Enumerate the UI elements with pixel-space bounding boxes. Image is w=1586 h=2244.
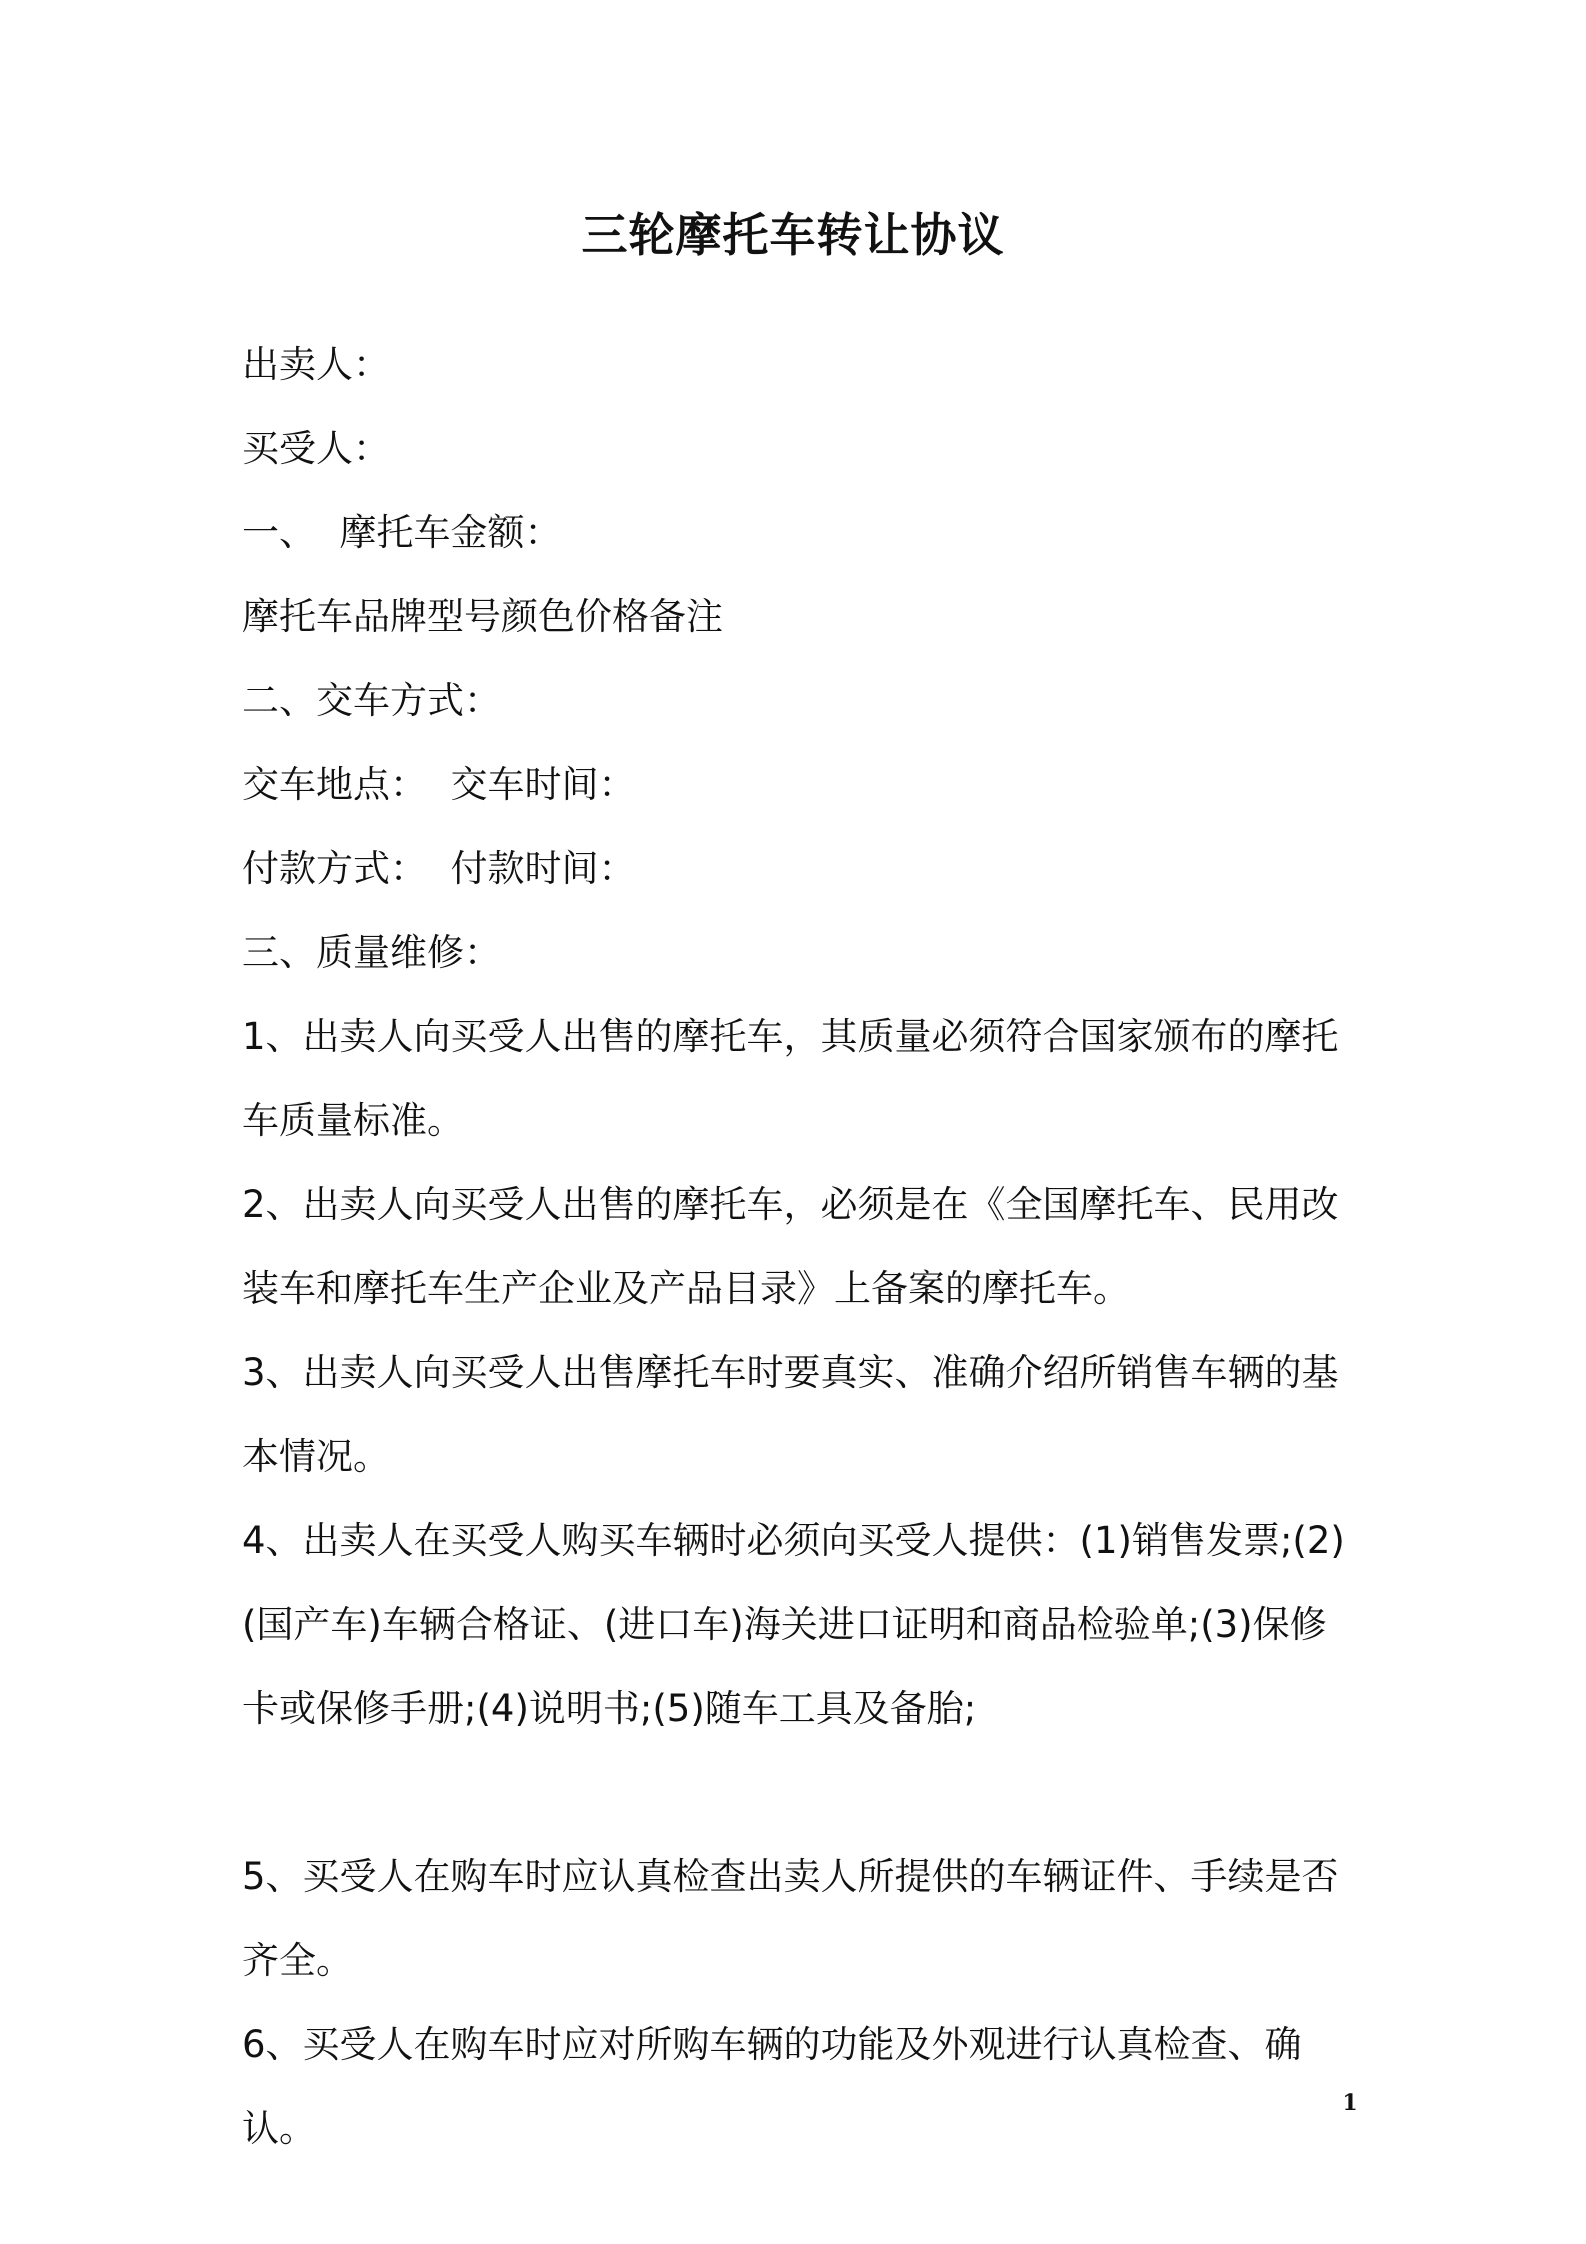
delivery-place-time: 交车地点： 交车时间：: [242, 763, 636, 806]
section-1-heading: 一、 摩托车金额：: [242, 511, 562, 554]
clause-6: 6、买受人在购车时应对所购车辆的功能及外观进行认真检查、确认。: [242, 2023, 1302, 2150]
buyer-label: 买受人：: [242, 427, 390, 470]
payment-method-time: 付款方式： 付款时间：: [242, 847, 636, 890]
page-number: 1: [1342, 2090, 1358, 2116]
seller-label: 出卖人：: [242, 343, 390, 386]
clause-3: 3、出卖人向买受人出售摩托车时要真实、准确介绍所销售车辆的基本情况。: [242, 1351, 1339, 1478]
section-2-heading: 二、交车方式：: [242, 679, 501, 722]
clause-4: 4、出卖人在买受人购买车辆时必须向买受人提供：(1)销售发票;(2)(国产车)车辆合格证、(进口车)海关进口证明和商品检验单;(3)保修卡或保修手册;(4)说明书;(5)随车工具及备胎;: [242, 1519, 1345, 1730]
section-1-columns: 摩托车品牌型号颜色价格备注: [242, 595, 723, 638]
clause-5: 5、买受人在购车时应认真检查出卖人所提供的车辆证件、手续是否齐全。: [242, 1855, 1339, 1982]
clause-2: 2、出卖人向买受人出售的摩托车，必须是在《全国摩托车、民用改装车和摩托车生产企业及产品目录》上备案的摩托车。: [242, 1183, 1339, 1310]
document-title: 三轮摩托车转让协议: [581, 208, 1005, 262]
clause-1: 1、出卖人向买受人出售的摩托车，其质量必须符合国家颁布的摩托车质量标准。: [242, 1015, 1339, 1142]
document-body: [242, 323, 1362, 2171]
section-3-heading: 三、质量维修：: [242, 931, 501, 974]
